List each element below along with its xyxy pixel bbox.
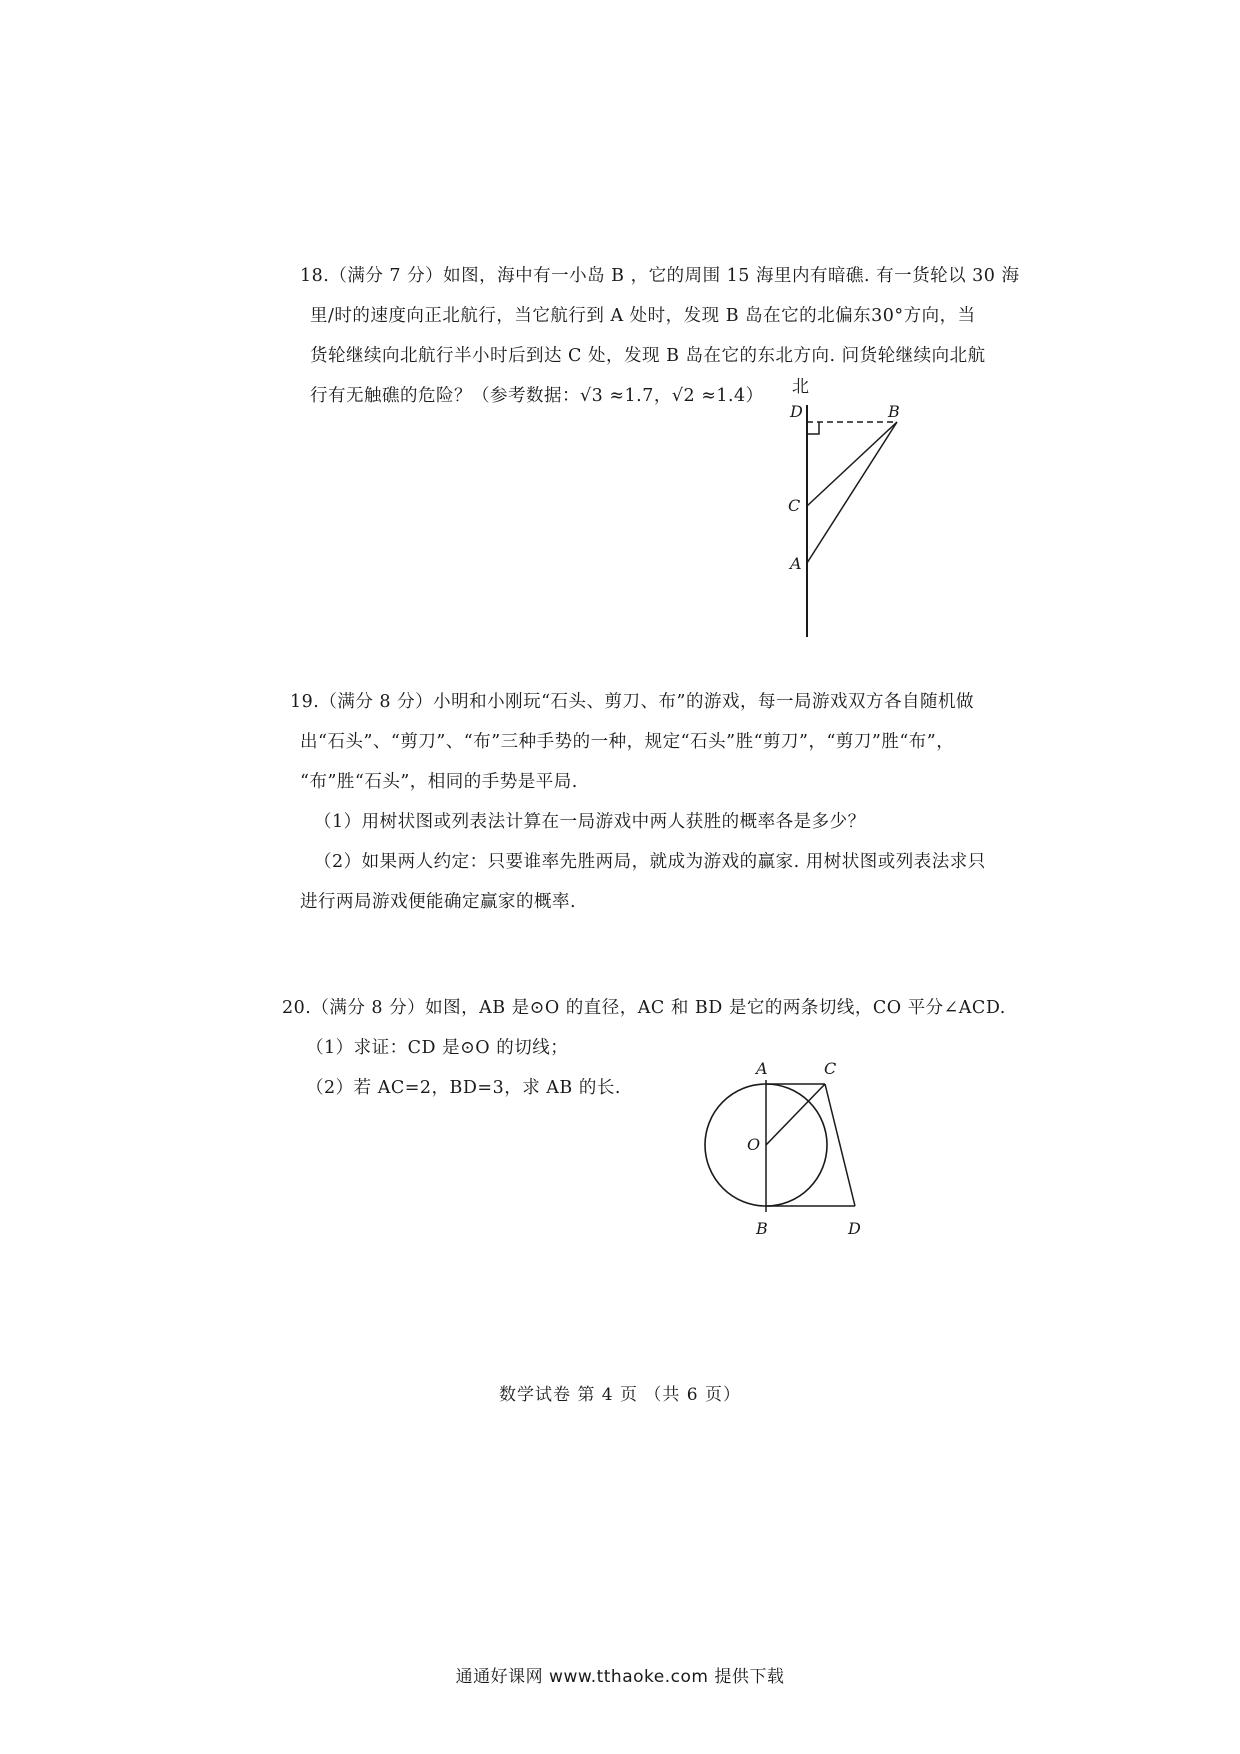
- page-footer: 数学试卷 第 4 页 （共 6 页）: [498, 1385, 742, 1405]
- question-20-part-2: （2）若 AC=2，BD=3，求 AB 的长.: [306, 1078, 621, 1098]
- question-18-line: 18.（满分 7 分）如图，海中有一小岛 B ，它的周围 15 海里内有暗礁. 有一货轮以 30 海: [300, 266, 1020, 286]
- question-19-part-2: （2）如果两人约定：只要谁率先胜两局，就成为游戏的赢家. 用树状图或列表法求只: [314, 852, 986, 872]
- label-A: A: [756, 1059, 768, 1078]
- label-D: D: [790, 405, 803, 421]
- label-B: B: [756, 1219, 768, 1238]
- label-north-text: 北: [792, 377, 809, 397]
- watermark-text: 通通好课网 www.tthaoke.com 提供下载: [455, 1667, 785, 1687]
- label-D: D: [848, 1219, 861, 1238]
- question-19: [290, 682, 1030, 922]
- figure-18: [770, 405, 940, 645]
- question-19-line: “布”胜“石头”，相同的手势是平局.: [300, 772, 578, 792]
- label-C: C: [824, 1059, 837, 1078]
- question-20: [282, 988, 1022, 1108]
- question-19-line: 进行两局游戏便能确定赢家的概率.: [300, 892, 577, 912]
- question-19-part-1: （1）用树状图或列表法计算在一局游戏中两人获胜的概率各是多少？: [314, 812, 866, 832]
- question-18: [300, 256, 1040, 416]
- right-angle-mark: [807, 422, 819, 434]
- label-A: A: [790, 554, 802, 573]
- question-18-line: 行有无触礁的危险？（参考数据：√3 ≈1.7，√2 ≈1.4）: [310, 386, 764, 406]
- label-O: O: [747, 1135, 761, 1154]
- question-19-line: 出“石头”、“剪刀”、“布”三种手势的一种，规定“石头”胜“剪刀”，“剪刀”胜“布”，: [300, 732, 955, 752]
- figure-20: [690, 1050, 890, 1240]
- north-label-wrap: [792, 372, 809, 397]
- label-C: C: [788, 496, 801, 515]
- line-CD: [825, 1084, 855, 1206]
- label-B: B: [888, 405, 900, 421]
- question-20-line: 20.（满分 8 分）如图，AB 是⊙O 的直径，AC 和 BD 是它的两条切线，CO 平分∠ACD.: [282, 998, 1006, 1018]
- question-18-line: 货轮继续向北航行半小时后到达 C 处，发现 B 岛在它的东北方向. 问货轮继续向北航: [310, 346, 986, 366]
- question-19-line: 19.（满分 8 分）小明和小刚玩“石头、剪刀、布”的游戏，每一局游戏双方各自随机做: [290, 692, 974, 712]
- question-20-part-1: （1）求证：CD 是⊙O 的切线；: [306, 1038, 569, 1058]
- question-18-line: 里/时的速度向正北航行，当它航行到 A 处时，发现 B 岛在它的北偏东30°方向，当: [310, 306, 976, 326]
- line-CO: [766, 1084, 825, 1145]
